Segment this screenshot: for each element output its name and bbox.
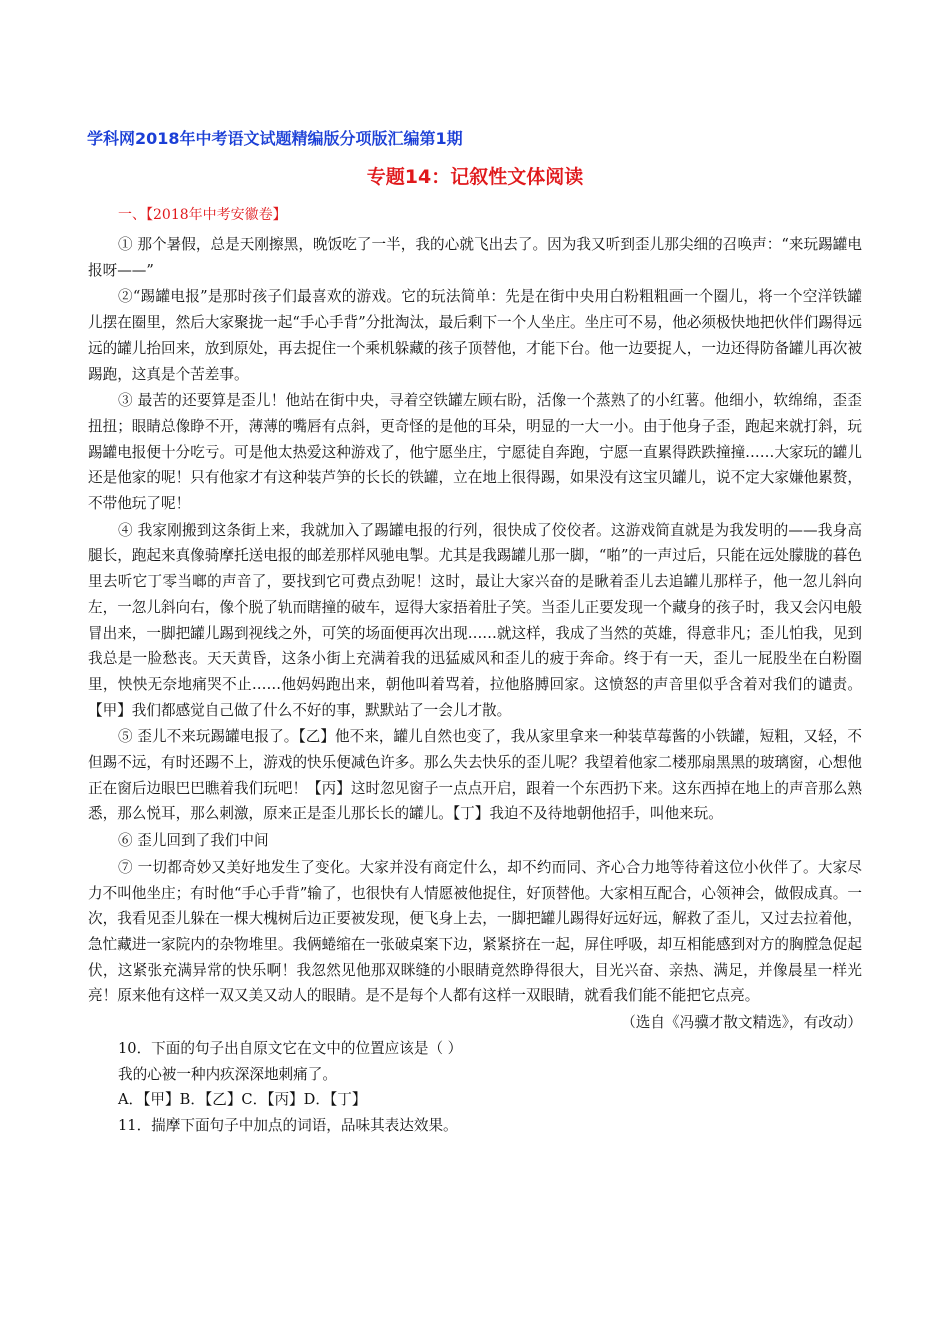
topic-title: 专题14：记叙性文体阅读 bbox=[366, 166, 584, 188]
collection-title: 学科网2018年中考语文试题精编版分项版汇编第1期 bbox=[87, 129, 463, 148]
question-10-sentence: 我的心被一种内疚深深地刺痛了。 bbox=[118, 1065, 337, 1083]
question-10-prompt: 10．下面的句子出自原文它在文中的位置应该是（ ） bbox=[118, 1039, 463, 1057]
question-10-options: A．【甲】B．【乙】C．【丙】D．【丁】 bbox=[118, 1091, 367, 1109]
section-label: 一、【2018年中考安徽卷】 bbox=[118, 207, 287, 223]
passage-paragraph-7: ⑦ 一切都奇妙又美好地发生了变化。大家并没有商定什么，却不约而同、齐心合力地等待着这位小伙伴了。大家尽力不叫他坐庄；有时他“手心手背”输了，也很快有人情愿被他捉住，好顶替他。大家相互配合，心领神会，做假成真。一次，我看见歪儿躲在一棵大槐树后边正要被发现，便飞身上去，一脚把罐儿踢得好远好远，解救了歪儿，又过去拉着他，急忙藏进一家院内的杂物堆里。我俩蜷缩在一张破桌案下边，紧紧挤在一起，屏住呼吸，却互相能感到对方的胸膛急促起伏，这紧张充满异常的快乐啊！我忽然见他那双眯缝的小眼睛竟然睁得很大，目光兴奋、亲热、满足，并像晨星一样光亮！原来他有这样一双又美又动人的眼睛。是不是每个人都有这样一双眼睛，就看我们能不能把它点亮。 bbox=[88, 858, 862, 1005]
passage-paragraph-1: ① 那个暑假，总是天刚擦黑，晚饭吃了一半，我的心就飞出去了。因为我又听到歪儿那尖细的召唤声：“来玩踢罐电报呀——” bbox=[88, 236, 862, 279]
reading-passage bbox=[88, 232, 862, 1139]
passage-paragraph-2: ②“踢罐电报”是那时孩子们最喜欢的游戏。它的玩法简单：先是在街中央用白粉粗粗画一个圈儿，将一个空洋铁罐儿摆在圈里，然后大家聚拢一起“手心手背”分批淘汰，最后剩下一个人坐庄。坐庄可不易，他必须极快地把伙伴们踢得远远的罐儿抬回来，放到原处，再去捉住一个乘机躲藏的孩子顶替他，才能下台。他一边要捉人，一边还得防备罐儿再次被踢跑，这真是个苦差事。 bbox=[88, 288, 862, 383]
passage-paragraph-5: ⑤ 歪儿不来玩踢罐电报了。【乙】他不来，罐儿自然也变了，我从家里拿来一种装草莓酱的小铁罐，短粗，又轻，不但踢不远，有时还踢不上，游戏的快乐便减色许多。那么失去快乐的歪儿呢？我望着他家二楼那扇黑黑的玻璃窗，心想他正在窗后边眼巴巴瞧着我们玩吧！【丙】这时忽见窗子一点点开启，跟着一个东西扔下来。这东西掉在地上的声音那么熟悉，那么悦耳，那么刺激，原来正是歪儿那长长的罐儿。【丁】我迫不及待地朝他招手，叫他来玩。 bbox=[88, 728, 862, 823]
passage-paragraph-4: ④ 我家刚搬到这条街上来，我就加入了踢罐电报的行列，很快成了佼佼者。这游戏简直就是为我发明的——我身高腿长，跑起来真像骑摩托送电报的邮差那样风驰电掣。尤其是我踢罐儿那一脚，“啪”的一声过后，只能在远处朦胧的暮色里去听它丁零当啷的声音了，要找到它可费点劲呢！这时，最让大家兴奋的是瞅着歪儿去追罐儿那样子，他一忽儿斜向左，一忽儿斜向右，像个脱了轨而瞎撞的破车，逗得大家捂着肚子笑。当歪儿正要发现一个藏身的孩子时，我又会闪电般冒出来，一脚把罐儿踢到视线之外，可笑的场面便再次出现……就这样，我成了当然的英雄，得意非凡；歪儿怕我，见到我总是一脸愁丧。天天黄昏，这条小街上充满着我的迅猛威风和歪儿的疲于奔命。终于有一天，歪儿一屁股坐在白粉圈里，怏怏无奈地痛哭不止……他妈妈跑出来，朝他叫着骂着，拉他胳膊回家。这愤怒的声音里似乎含着对我们的谴责。【甲】我们都感觉自己做了什么不好的事，默默站了一会儿才散。 bbox=[88, 521, 862, 719]
passage-paragraph-6: ⑥ 歪儿回到了我们中间 bbox=[118, 832, 269, 850]
passage-paragraph-3: ③ 最苦的还要算是歪儿！他站在街中央，寻着空铁罐左顾右盼，活像一个蒸熟了的小红薯。他细小，软绵绵，歪歪扭扭；眼睛总像睁不开，薄薄的嘴唇有点斜，更奇怪的是他的耳朵，明显的一大一小。由于他身子歪，跑起来就打斜，玩踢罐电报便十分吃亏。可是他太热爱这种游戏了，他宁愿坐庄，宁愿徒自奔跑，宁愿一直累得跌跌撞撞……大家玩的罐儿还是他家的呢！只有他家才有这种装芦笋的长长的铁罐，立在地上很得踢，如果没有这宝贝罐儿，说不定大家嫌他累赘，不带他玩了呢！ bbox=[88, 392, 862, 513]
question-11-prompt: 11．揣摩下面句子中加点的词语，品味其表达效果。 bbox=[118, 1116, 458, 1134]
passage-source: （选自《冯骥才散文精选》，有改动） bbox=[621, 1014, 862, 1032]
